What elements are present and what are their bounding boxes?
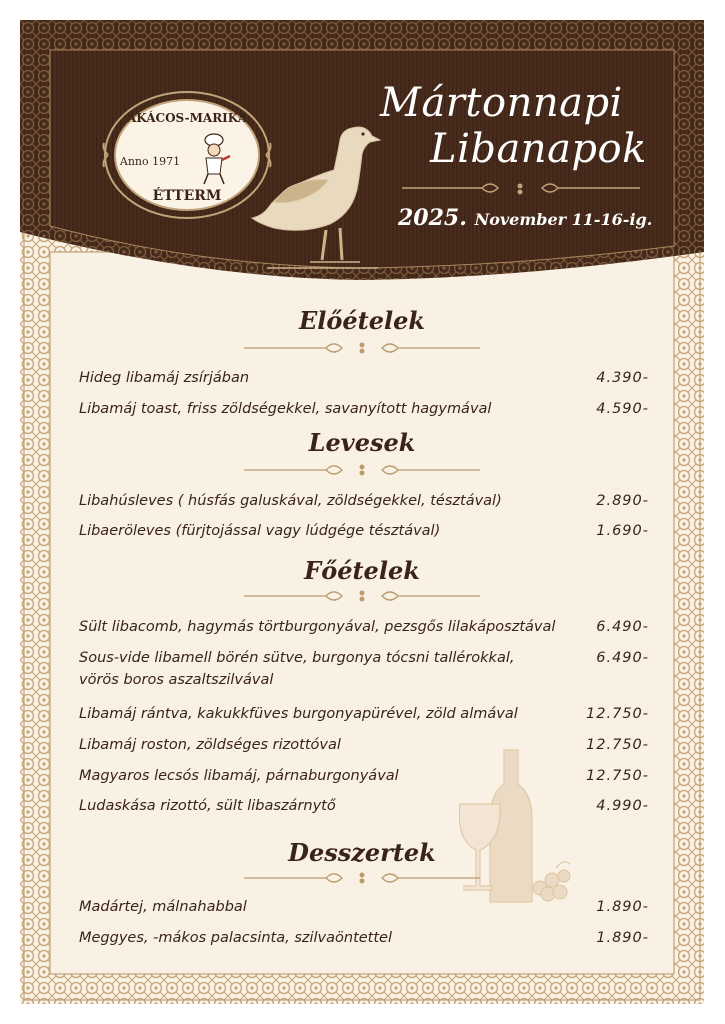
restaurant-logo [102, 88, 272, 223]
title-line-1: Mártonnapi [380, 80, 623, 126]
divider-ornament [244, 338, 480, 358]
menu-item-price: 4.590- [596, 401, 649, 417]
menu-item-name: Madártej, málnahabbal [79, 899, 247, 915]
menu-item [79, 647, 649, 693]
menu-header [20, 20, 704, 292]
menu-item-name: Sült libacomb, hagymás törtburgonyával, pezsgős lilakáposztával [79, 619, 556, 635]
menu-item-price: 12.750- [586, 737, 649, 753]
event-year: 2025. [398, 205, 467, 231]
section-heading: Előételek [298, 306, 426, 335]
section-heading: Desszertek [288, 838, 436, 867]
menu-item-name [79, 647, 569, 691]
menu-item-name: Magyaros lecsós libamáj, párnaburgonyával [79, 768, 399, 784]
menu-item-name: Libamáj toast, friss zöldségekkel, savanyított hagymával [79, 401, 492, 417]
menu-item-price: 1.890- [596, 899, 649, 915]
menu-item-name: Libaeröleves (fürjtojással vagy lúdgége tésztával) [79, 523, 441, 539]
menu-item-price: 12.750- [586, 706, 649, 722]
menu-item-name: Libamáj rántva, kakukkfüves burgonyapürével, zöld almával [79, 706, 518, 722]
menu-item-price: 6.490- [596, 650, 649, 666]
menu-item-name: Ludaskása rizottó, sült libaszárnytő [79, 798, 336, 814]
divider-ornament [244, 868, 480, 888]
menu-item-name: Libahúsleves ( húsfás galuskával, zöldségekkel, tésztával) [79, 493, 502, 509]
menu-card [20, 20, 704, 1004]
menu-item-price: 4.990- [596, 798, 649, 814]
logo-bottom-text: ÉTTERM [152, 188, 222, 204]
menu-item-price: 4.390- [596, 370, 649, 386]
menu-item-name-line1: Sous-vide libamell börén sütve, burgonya tócsni tallérokkal, [79, 650, 515, 666]
menu-item-name: Meggyes, -mákos palacsinta, szilvaöntettel [79, 930, 393, 946]
logo-anno-text: Anno 1971 [119, 155, 181, 168]
menu-item-price: 1.890- [596, 930, 649, 946]
menu-item-price: 1.690- [596, 523, 649, 539]
divider-ornament [244, 460, 480, 480]
menu-item-name-line2: vörös boros aszaltszilvával [79, 672, 274, 688]
menu-item-name: Libamáj roston, zöldséges rizottóval [79, 737, 341, 753]
menu-item-price: 12.750- [586, 768, 649, 784]
menu-item-name: Hideg libamáj zsírjában [79, 370, 250, 386]
goose-illustration [248, 118, 398, 278]
event-date-range: November 11-16-ig. [474, 210, 653, 229]
divider-ornament [244, 586, 480, 606]
menu-item-price: 2.890- [596, 493, 649, 509]
logo-top-text: AKÁCOS-MARIKA [126, 111, 248, 125]
section-heading: Főételek [304, 556, 420, 585]
event-date [398, 205, 652, 231]
menu-item-price: 6.490- [596, 619, 649, 635]
title-line-2: Libanapok [430, 126, 647, 172]
section-heading: Levesek [308, 428, 416, 457]
